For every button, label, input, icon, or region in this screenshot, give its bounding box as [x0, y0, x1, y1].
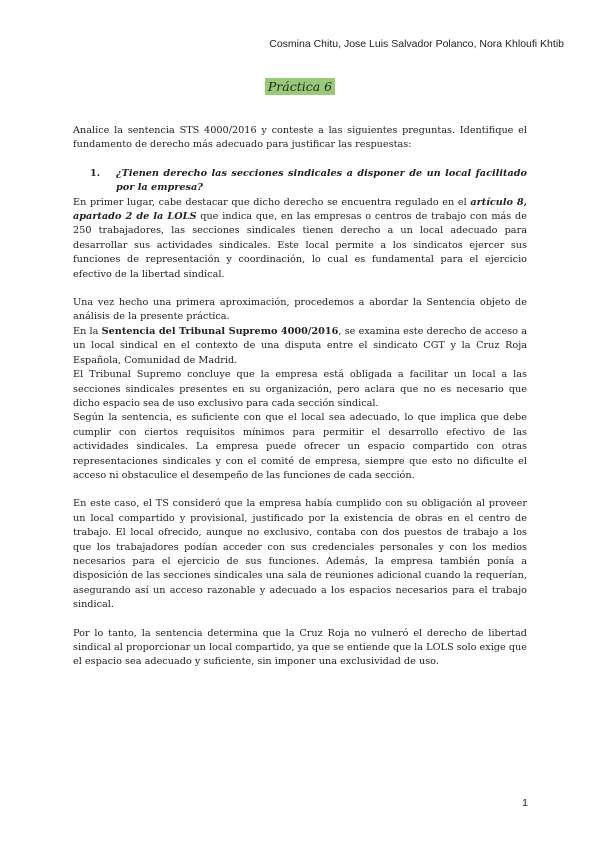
paragraph-3-text-a: En la: [73, 325, 102, 337]
paragraph-4: El Tribunal Supremo concluye que la empresa está obligada a facilitar un local a las secciones sindicales presentes en su organización, pero aclara que no es necesario que dicho espacio sea de uso exclusivo para cada sección sindical.: [73, 369, 527, 409]
paragraph-1-text-a: En primer lugar, cabe destacar que dicho derecho se encuentra regulado en el: [73, 196, 471, 208]
sentence-reference: Sentencia del Tribunal Supremo 4000/2016: [101, 325, 339, 337]
paragraph-7: Por lo tanto, la sentencia determina que la Cruz Roja no vulneró el derecho de libertad sindical al proporcionar un local compartido, ya que se entiende que la LOLS solo exige que el espacio sea adecuado y suficiente, sin imponer una exclusividad de uso.: [73, 627, 527, 668]
paragraph-3-text-c: , se examina este derecho de acceso a un local sindical en el contexto de una disputa entre el sindicato CGT y la Cruz Roja Española, Comunidad de Madrid.: [73, 325, 527, 366]
paragraph-6: En este caso, el TS consideró que la empresa había cumplido con su obligación al proveer un local compartido y provisional, justificado por la existencia de obras en el centro de trabajo. El local ofrecido, aunque no exclusivo, contaba con dos puestos de trabajo a los que los trabajadores podían acceder con sus credenciales personales y con los medios necesarios para el ejercicio de sus funciones. Además, la empresa también ponía a disposición de las secciones sindicales una sala de reuniones adicional cuando la requerían, asegurando así un acceso razonable y adecuado a los espacios necesarios para el trabajo sindical.: [73, 498, 527, 611]
question-item: [73, 167, 527, 196]
page-number: 1: [522, 797, 528, 809]
paragraph-1-text-c: que indica que, en las empresas o centros de trabajo con más de 250 trabajadores, las secciones sindicales tienen derecho a un local adecuado para desarrollar sus actividades sindicales. Este local permite a los sindicatos ejercer sus funciones de representación y coordinación, lo cual es fundamental para el ejercicio efectivo de la libertad sindical.: [73, 211, 527, 280]
title-container: [0, 76, 600, 95]
page-title: Práctica 6: [265, 78, 335, 95]
header-authors: Cosmina Chitu, Jose Luis Salvador Polanco, Nora Khloufi Khtib: [269, 38, 564, 50]
question-number: 1.: [90, 167, 101, 179]
paragraph-3: [73, 325, 527, 368]
intro-paragraph: Analice la sentencia STS 4000/2016 y conteste a las siguientes preguntas. Identifique el fundamento de derecho más adecuado para justificar las respuestas:: [73, 125, 527, 151]
paragraph-1: [73, 196, 527, 282]
paragraph-5: Según la sentencia, es suficiente con que el local sea adecuado, lo que implica que debe cumplir con ciertos requisitos mínimos para permitir el desarrollo efectivo de las actividades sindicales. La empresa puede ofrecer un espacio compartido con otras representaciones sindicales y con el comité de empresa, siempre que esto no dificulte el acceso ni obstaculice el desempeño de las funciones de cada sección.: [73, 412, 527, 481]
paragraph-2: Una vez hecho una primera aproximación, procedemos a abordar la Sentencia objeto de análisis de la presente práctica.: [73, 297, 527, 323]
document-body: [73, 124, 527, 670]
lols-article-reference: artículo 8, apartado 2 de la LOLS: [73, 196, 527, 223]
question-text: ¿Tienen derecho las secciones sindicales a disponer de un local facilitado por la empresa?: [116, 167, 527, 194]
